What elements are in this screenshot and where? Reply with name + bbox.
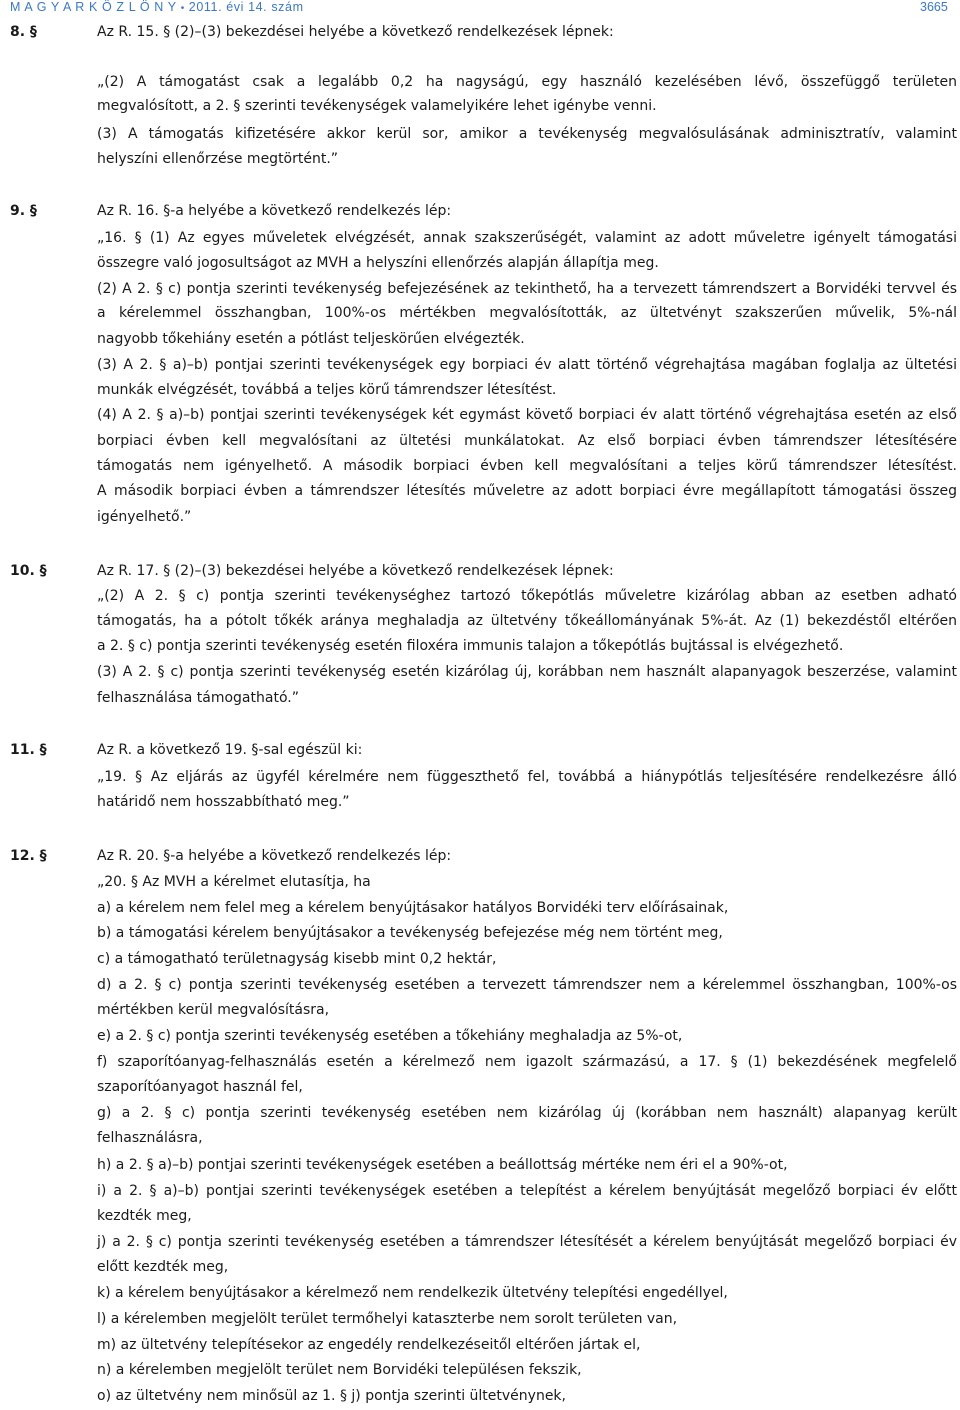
section-12-line-2: „20. § Az MVH a kérelmet elutasítja, ha (97, 874, 371, 890)
list-item-h: h) a 2. § a)–b) pontjai szerinti tevékenységek esetében a beállottság mértéke nem éri el a 90%-ot, (97, 1157, 788, 1173)
section-9-line-10: borpiaci évben kell megvalósítani az ültetési munkálatokat. Az első borpiaci évben támrendszer létesítésére (97, 433, 957, 449)
section-9-line-5: a kérelemmel összhangban, 100%-os mértékben megvalósították, az ültetvényt szakszerűen művelik, 5%-nál (97, 305, 957, 321)
page-number: 3665 (920, 0, 948, 14)
section-10-line-6: felhasználása támogatható.” (97, 690, 299, 706)
section-9-line-8: munkák elvégzését, továbbá a teljes körű támrendszer létesítést. (97, 382, 557, 398)
section-9-line-6: nagyobb tőkehiány esetén a pótlást teljeskörűen elvégezték. (97, 331, 525, 347)
section-10-line-2: „(2) A 2. § c) pontja szerinti tevékenységhez tartozó tőkepótlás műveletre kizárólag abban az esetben adható (97, 588, 957, 604)
section-9-line-11: támogatás nem igényelhető. A második borpiaci évben kell megvalósítani a teljes körű támrendszer létesítést. (97, 458, 957, 474)
list-item-a: a) a kérelem nem felel meg a kérelem benyújtásakor hatályos Borvidéki terv előírásainak, (97, 900, 729, 916)
journal-header (10, 0, 304, 14)
list-item-j-line-2: előtt kezdték meg, (97, 1259, 229, 1275)
section-8-line-2: „(2) A támogatást csak a legalább 0,2 ha nagyságú, egy használó kezelésében lévő, összefüggő területen (97, 74, 957, 90)
list-item-g-line-2: felhasználásra, (97, 1130, 203, 1146)
section-8-line-1: Az R. 15. § (2)–(3) bekezdései helyébe a következő rendelkezések lépnek: (97, 24, 614, 40)
list-item-f-line-1: f) szaporítóanyag-felhasználás esetén a kérelmező nem igazolt származású, a 17. § (1) bekezdésének megfelelő (97, 1054, 957, 1070)
section-10-line-4: a 2. § c) pontja szerinti tevékenység esetén filoxéra immunis talajon a tőkepótlás bujtással is elvégezhető. (97, 638, 844, 654)
issue-date: 2011. évi 14. szám (188, 0, 304, 14)
journal-title: M A G Y A R K Ö Z L Ö N Y (10, 0, 177, 14)
list-item-c: c) a támogatható területnagyság kisebb mint 0,2 hektár, (97, 951, 497, 967)
list-item-k: k) a kérelem benyújtásakor a kérelmező nem rendelkezik ültetvény telepítési engedéllyel, (97, 1285, 728, 1301)
section-number-11: 11. § (10, 742, 47, 758)
section-11-line-2: „19. § Az eljárás az ügyfél kérelmére nem függeszthető fel, továbbá a hiánypótlás teljesítésére rendelkezésre álló (97, 769, 957, 785)
list-item-n: n) a kérelemben megjelölt terület nem Borvidéki településen fekszik, (97, 1362, 582, 1378)
section-number-9: 9. § (10, 203, 37, 219)
section-9-line-3: összegre való jogosultságot az MVH a helyszíni ellenőrzés alapján állapítja meg. (97, 255, 659, 271)
section-10-line-1: Az R. 17. § (2)–(3) bekezdései helyébe a következő rendelkezések lépnek: (97, 563, 614, 579)
section-number-12: 12. § (10, 848, 47, 864)
page-header (0, 0, 960, 14)
list-item-d-line-1: d) a 2. § c) pontja szerinti tevékenység esetében a tervezett támrendszer nem a kérelemmel összhangban, 100%-os (97, 977, 957, 993)
section-10-line-5: (3) A 2. § c) pontja szerinti tevékenység esetén kizárólag új, korábban nem használt alapanyagok beszerzése, valamint (97, 664, 957, 680)
list-item-b: b) a támogatási kérelem benyújtásakor a tevékenység befejezése még nem történt meg, (97, 925, 723, 941)
section-9-line-13: igényelhető.” (97, 509, 192, 525)
section-8-line-4: (3) A támogatás kifizetésére akkor kerül sor, amikor a tevékenység megvalósulásának adminisztratív, valamint (97, 126, 957, 142)
section-8-line-5: helyszíni ellenőrzése megtörtént.” (97, 151, 339, 167)
section-11-line-1: Az R. a következő 19. §-sal egészül ki: (97, 742, 363, 758)
section-9-line-2: „16. § (1) Az egyes műveletek elvégzését, annak szakszerűségét, valamint az adott műveletre igényelt támogatási (97, 230, 957, 246)
list-item-f-line-2: szaporítóanyagot használ fel, (97, 1079, 303, 1095)
section-11-line-3: határidő nem hosszabbítható meg.” (97, 794, 350, 810)
list-item-l: l) a kérelemben megjelölt terület termőhelyi kataszterbe nem sorolt területen van, (97, 1311, 678, 1327)
section-number-8: 8. § (10, 24, 37, 40)
list-item-g-line-1: g) a 2. § c) pontja szerinti tevékenység esetében nem kizárólag új (korábban nem használt) alapanyag került (97, 1105, 957, 1121)
section-9-line-4: (2) A 2. § c) pontja szerinti tevékenység befejezésének az tekinthető, ha a tervezett támrendszert a Borvidéki tervvel és (97, 281, 957, 297)
section-10-line-3: támogatás, ha a pótolt tőkék aránya meghaladja az ültetvény tőkeállományának 5%-át. Az (1) bekezdéstől eltérően (97, 613, 957, 629)
list-item-e: e) a 2. § c) pontja szerinti tevékenység esetében a tőkehiány meghaladja az 5%-ot, (97, 1028, 683, 1044)
section-9-line-12: A második borpiaci évben a támrendszer létesítés műveletre az adott borpiaci évre megállapított támogatási összeg (97, 483, 957, 499)
list-item-j-line-1: j) a 2. § c) pontja szerinti tevékenység esetében a támrendszer létesítését a kérelem benyújtását megelőző borpiaci év (97, 1234, 957, 1250)
list-item-o: o) az ültetvény nem minősül az 1. § j) pontja szerinti ültetvénynek, (97, 1388, 566, 1404)
header-bullet: • (180, 3, 185, 14)
section-9-line-1: Az R. 16. §-a helyébe a következő rendelkezés lép: (97, 203, 452, 219)
section-12-line-1: Az R. 20. §-a helyébe a következő rendelkezés lép: (97, 848, 452, 864)
list-item-i-line-2: kezdték meg, (97, 1208, 192, 1224)
section-9-line-9: (4) A 2. § a)–b) pontjai szerinti tevékenységek két egymást követő borpiaci év alatt történő végrehajtása esetén az első (97, 407, 957, 423)
section-9-line-7: (3) A 2. § a)–b) pontjai szerinti tevékenységek egy borpiaci év alatt történő végrehajtása magában foglalja az ültetési (97, 357, 957, 373)
section-number-10: 10. § (10, 563, 47, 579)
list-item-d-line-2: mértékben kerül megvalósításra, (97, 1002, 330, 1018)
list-item-i-line-1: i) a 2. § a)–b) pontjai szerinti tevékenységek esetében a telepítést a kérelem benyújtását megelőző borpiaci év előtt (97, 1183, 957, 1199)
section-8-line-3: megvalósított, a 2. § szerinti tevékenységek valamelyikére lehet igénybe venni. (97, 98, 657, 114)
list-item-m: m) az ültetvény telepítésekor az engedély rendelkezéseitől eltérően jártak el, (97, 1337, 641, 1353)
